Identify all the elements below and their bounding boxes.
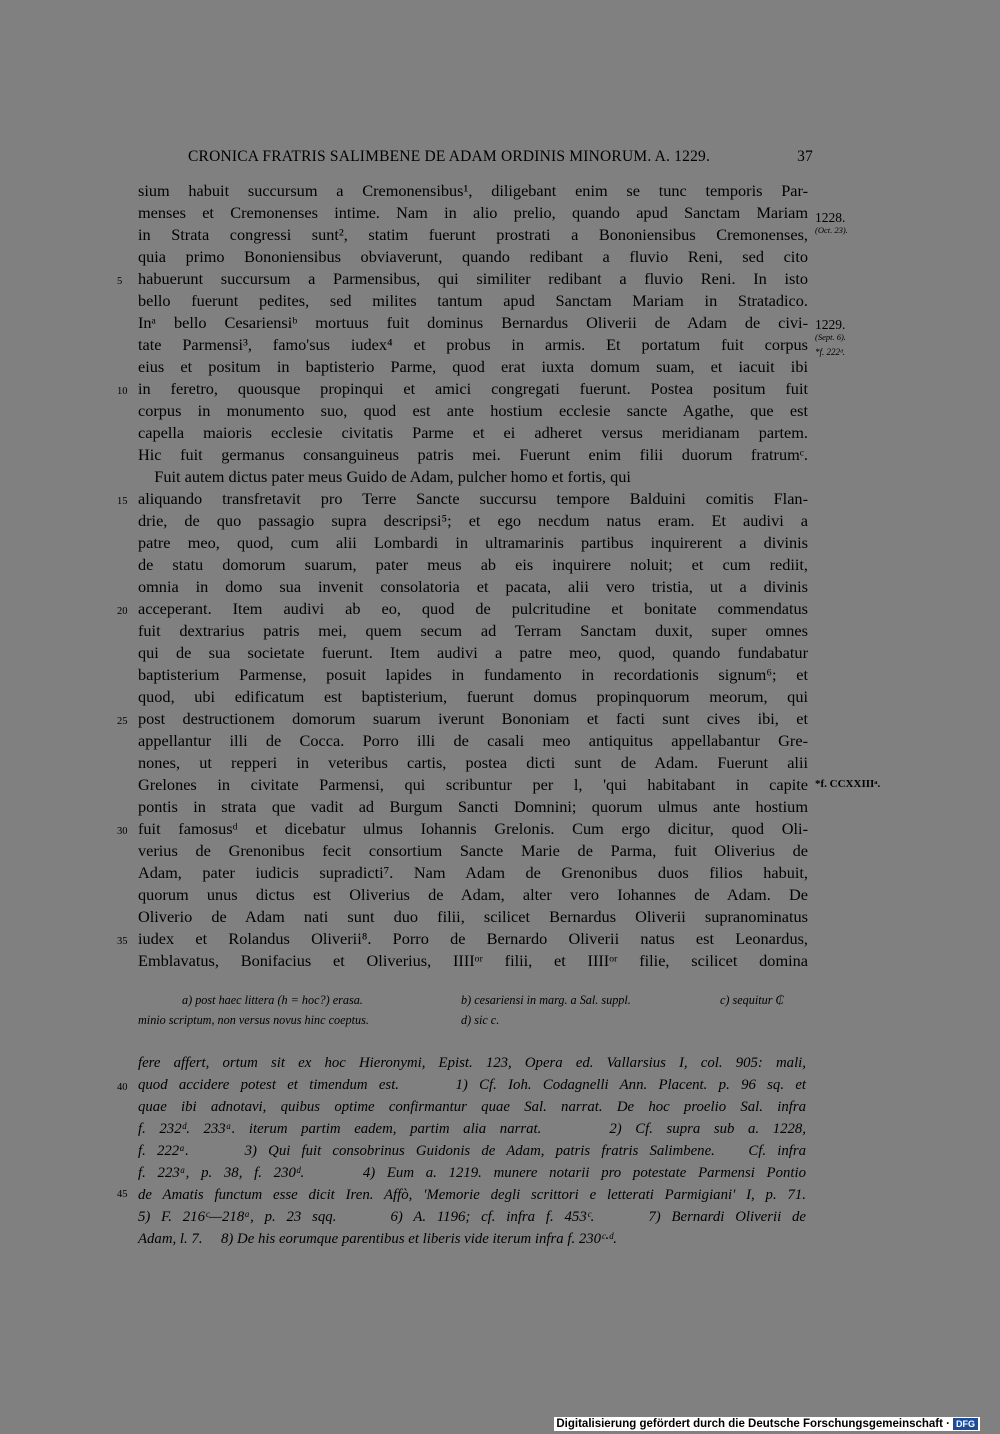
folio-mark: *f. 222ᵈ. <box>815 347 846 357</box>
folio-mark: *f. CCXXIIIᵃ. <box>815 778 881 790</box>
text-line: fuit dextrarius patris mei, quem secum ad Terram Sanctam duxit, super omnes <box>138 621 808 640</box>
line-number: 25 <box>117 716 128 727</box>
text-line: eius et positum in baptisterio Parme, quod erat iuxta domum suam, et iacuit ibi <box>138 357 808 376</box>
text-line: quod, ubi edificatum est baptisterium, fuerunt domus propinquorum meorum, qui <box>138 687 808 706</box>
text-line: corpus in monumento suo, quod est ante hostium ecclesie sancte Agathe, que est <box>138 401 808 420</box>
text-line: menses et Cremonenses intime. Nam in alio prelio, quando apud Sanctam Mariam <box>138 203 808 222</box>
text-line: verius de Grenonibus fecit consortium Sancte Marie de Parma, fuit Oliverius de <box>138 841 808 860</box>
text-line: Fuit autem dictus pater meus Guido de Adam, pulcher homo et fortis, qui <box>138 467 631 486</box>
text-line: qui de sua societate fuerunt. Item audivi a patre meo, quod, quando fundabatur <box>138 643 808 662</box>
footnote-c: c) sequitur ₵ <box>720 993 784 1007</box>
text-line: fuit famosusᵈ et dicebatur ulmus Iohannis Grelonis. Cum ergo dicitur, quod Oli- <box>138 819 808 838</box>
text-line: in feretro, quousque propinqui et amici congregati fuerunt. Postea positum fuit <box>138 379 808 398</box>
page-number: 37 <box>797 148 813 165</box>
text-line: aliquando transfretavit pro Terre Sancte succursu tempore Balduini comitis Flan- <box>138 489 808 508</box>
text-line: Emblavatus, Bonifacius et Oliverius, IIIIᵒʳ filii, et IIIIᵒʳ filie, scilicet domina <box>138 951 808 970</box>
footnote-d: d) sic c. <box>461 1013 500 1027</box>
footnote-a: a) post haec littera (h = hoc?) erasa. <box>182 993 363 1007</box>
text-line: baptisterium Parmense, posuit lapides in fundamento in recordationis signum⁶; et <box>138 665 808 684</box>
footnote-line: Adam, l. 7. 8) De his eorumque parentibus et liberis vide iterum infra f. 230ᶜ·ᵈ. <box>138 1231 617 1247</box>
footnote-line: de Amatis functum esse dicit Iren. Affò, 'Memorie degli scrittori e letterati Parmigiani' I, p. 71. <box>138 1187 806 1203</box>
dfg-logo: DFG <box>953 1418 978 1430</box>
text-line: tate Parmensi³, famo'sus iudex⁴ et probus in armis. Et portatum fuit corpus <box>138 335 808 354</box>
running-header <box>188 148 813 166</box>
text-line: Grelones in civitate Parmensi, qui scribuntur per l, 'qui habitabant in capite <box>138 775 808 794</box>
footnote-line: quod accidere potest et timendum est. 1) Cf. Ioh. Codagnelli Ann. Placent. p. 96 sq. et <box>138 1077 806 1093</box>
text-line: nones, ut repperi in veteribus cartis, postea dicti sunt de Adam. Fuerunt alii <box>138 753 808 772</box>
footnote-b: b) cesariensi in marg. a Sal. suppl. <box>461 993 631 1007</box>
text-line: drie, de quo passagio supra descripsi⁵; et ego necdum natus eram. Et audivi a <box>138 511 808 530</box>
line-number: 15 <box>117 496 128 507</box>
line-number: 35 <box>117 936 128 947</box>
margin-day: (Sept. 6). <box>815 332 846 342</box>
line-number: 30 <box>117 826 128 837</box>
text-line: Inᵃ bello Cesariensiᵇ mortuus fuit dominus Bernardus Oliverii de Adam de civi- <box>138 313 808 332</box>
text-line: patre meo, quod, cum alii Lombardi in ultramarinis partibus inquirerent a divinis <box>138 533 808 552</box>
margin-date <box>815 211 848 237</box>
footnote-line: 5) F. 216ᶜ—218ᵃ, p. 23 sqq. 6) A. 1196; cf. infra f. 453ᶜ. 7) Bernardi Oliverii de <box>138 1209 806 1225</box>
text-line: iudex et Rolandus Oliverii⁸. Porro de Bernardo Oliverii natus est Leonardus, <box>138 929 808 948</box>
line-number: 5 <box>117 276 123 287</box>
text-line: quia primo Bononiensibus obviaverunt, quando redibant a fluvio Reni, sed cito <box>138 247 808 266</box>
text-line: omnia in domo sua invenit consolatoria et pacata, alii vero tristia, ut a divinis <box>138 577 808 596</box>
text-line: habuerunt succursum a Parmensibus, qui similiter redibant a fluvio Reni. In isto <box>138 269 808 288</box>
text-line: in Strata congressi sunt², statim fuerunt prostrati a Bononiensibus Cremonenses, <box>138 225 808 244</box>
line-number: 10 <box>117 386 128 397</box>
line-number: 20 <box>117 606 128 617</box>
text-line: sium habuit succursum a Cremonensibus¹, diligebant enim se tunc temporis Par- <box>138 181 808 200</box>
line-number: 40 <box>117 1082 128 1093</box>
funding-footer <box>554 1417 980 1431</box>
text-line: post destructionem domorum suarum iverunt Bononiam et facti sunt cives ibi, et <box>138 709 808 728</box>
text-line: Oliverio de Adam nati sunt duo filii, scilicet Bernardus Oliverii supranominatus <box>138 907 808 926</box>
running-title: CRONICA FRATRIS SALIMBENE DE ADAM ORDINIS MINORUM. A. 1229. <box>188 148 711 165</box>
footnote-c-continued: minio scriptum, non versus novus hinc coeptus. <box>138 1013 369 1027</box>
text-line: capella maioris ecclesie civitatis Parme et ei adheret versus meridianam partem. <box>138 423 808 442</box>
text-line: pontis in strata que vadit ad Burgum Sancti Domnini; quorum ulmus ante hostium <box>138 797 808 816</box>
footnote-line: fere affert, ortum sit ex hoc Hieronymi, Epist. 123, Opera ed. Vallarsius I, col. 905: mali, <box>138 1055 806 1071</box>
text-line: quorum unus dictus est Oliverius de Adam, alter vero Iohannes de Adam. De <box>138 885 808 904</box>
footnote-line: f. 222ᵃ. 3) Qui fuit consobrinus Guidonis de Adam, patris fratris Salimbene. Cf. infra <box>138 1143 806 1159</box>
margin-year: 1229. <box>815 317 846 332</box>
footnote-line: f. 223ᵃ, p. 38, f. 230ᵈ. 4) Eum a. 1219. munere notarii pro potestate Parmensi Pontio <box>138 1165 806 1181</box>
footnote-line: quae ibi adnotavi, quibus optime confirmantur quae Sal. narrat. De hoc proelio Sal. infra <box>138 1099 806 1115</box>
margin-date <box>815 318 846 344</box>
footnote-line: f. 232ᵈ. 233ᵃ. iterum partim eadem, partim alia narrat. 2) Cf. supra sub a. 1228, <box>138 1121 806 1137</box>
text-line: appellantur illi de Cocca. Porro illi de casali meo antiquitus appellabantur Gre- <box>138 731 808 750</box>
text-line: bello fuerunt pedites, sed milites tantum apud Sanctam Mariam in Stratadico. <box>138 291 808 310</box>
text-line: acceperant. Item audivi ab eo, quod de pulcritudine et bonitate commendatus <box>138 599 808 618</box>
margin-year: 1228. <box>815 210 846 225</box>
margin-day: (Oct. 23). <box>815 225 848 235</box>
text-line: Hic fuit germanus consanguineus patris mei. Fuerunt enim filii duorum fratrumᶜ. <box>138 445 808 464</box>
text-line: Adam, pater iudicis supradicti⁷. Nam Adam de Grenonibus duos filios habuit, <box>138 863 808 882</box>
text-line: de statu domorum suarum, pater meus ab eis inquirere noluit; et cum rediit, <box>138 555 808 574</box>
line-number: 45 <box>117 1189 128 1200</box>
funding-text: Digitalisierung gefördert durch die Deutsche Forschungsgemeinschaft · <box>556 1418 950 1430</box>
